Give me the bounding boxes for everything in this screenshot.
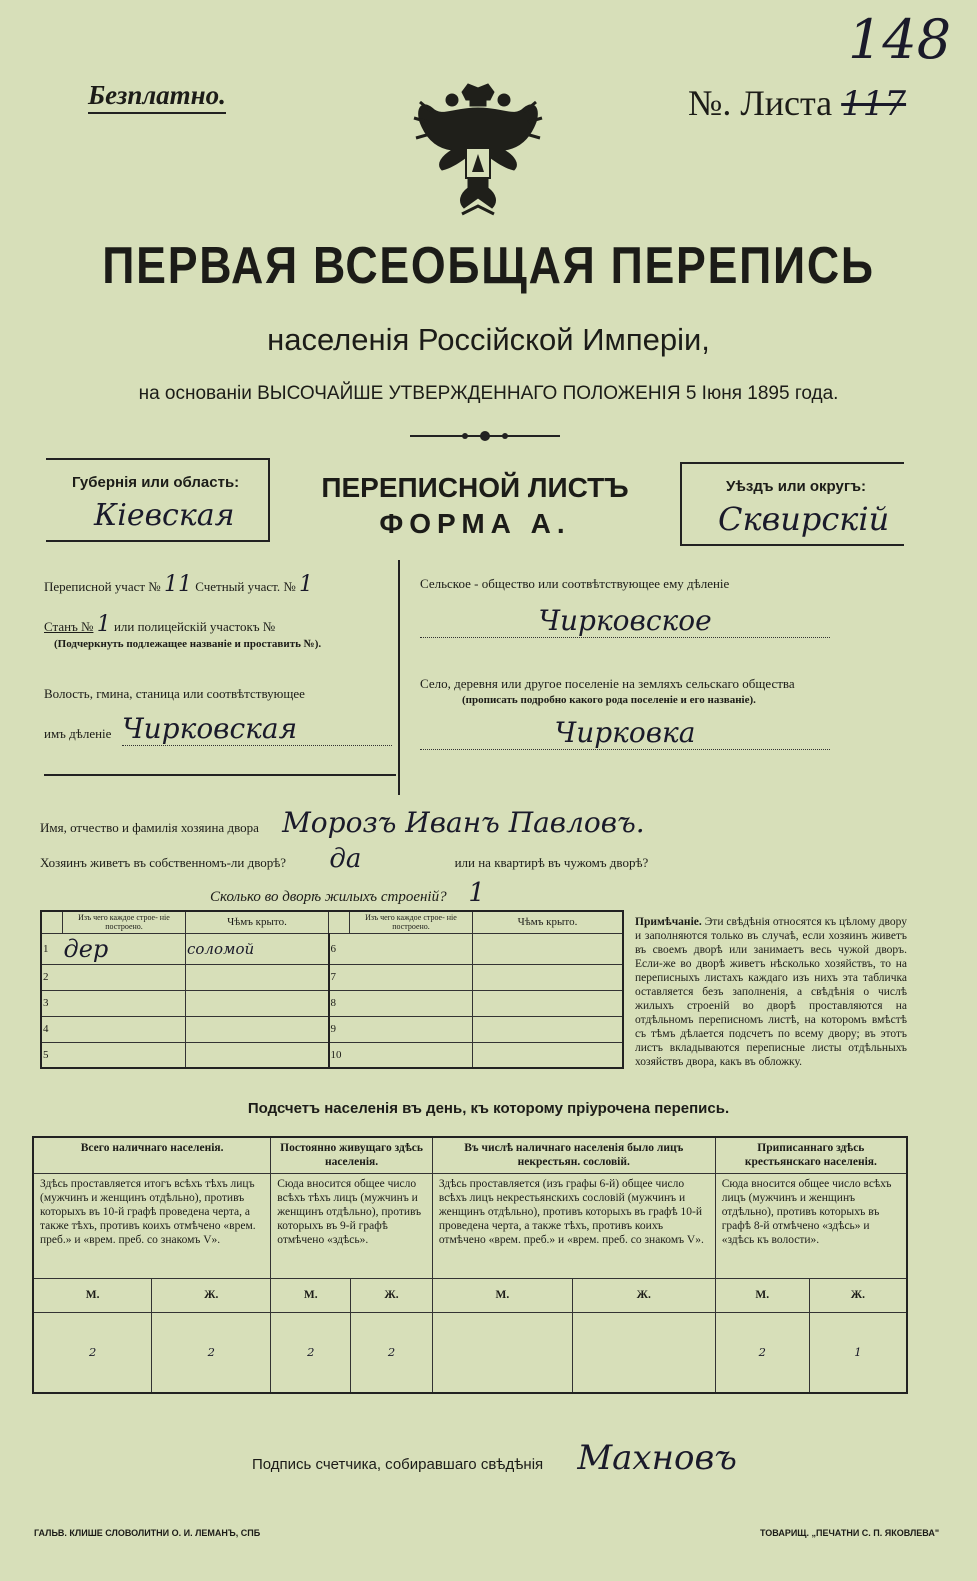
col-roof-header-2: Чѣмъ крыто.: [473, 911, 624, 933]
society-label: Сельское - общество или соотвѣтствующее ему дѣленіе: [420, 576, 730, 591]
census-section-label: Переписной участ №: [44, 579, 161, 594]
female-header: Ж.: [572, 1278, 715, 1312]
female-header: Ж.: [152, 1278, 271, 1312]
row-number: 2: [43, 971, 49, 983]
roof-cell: соломой: [186, 933, 329, 964]
form-title-line1: ПЕРЕПИСНОЙ ЛИСТЪ: [321, 472, 629, 503]
buildings-table: [40, 910, 624, 1069]
row-number: 8: [330, 997, 336, 1009]
table-row: [41, 1016, 623, 1042]
stan-label: Станъ №: [44, 619, 94, 634]
footer-right: ТОВАРИЩ. „ПЕЧАТНИ С. П. ЯКОВЛЕВА": [760, 1528, 940, 1538]
summary-header-peasant: Приписаннаго здѣсь крестьянскаго населенія.: [715, 1137, 907, 1173]
material-cell: [63, 964, 186, 990]
summary-desc-total: Здѣсь проставляется итогъ всѣхъ тѣхъ лицъ (мужчинъ и женщинъ отдѣльно), противъ которыхъ въ 10-й графѣ проведена черта, а также тѣхъ, противъ коихъ отмѣчено «врем. преб.» и «врем. преб. со знакомъ V».: [33, 1173, 271, 1278]
row-number: 1: [43, 942, 49, 955]
stan-row: [44, 612, 392, 637]
village-value: Чирковка: [420, 716, 830, 750]
form-title-line2: ФОРМА А.: [379, 508, 571, 539]
location-divider: [398, 560, 400, 795]
free-label: Безплатно.: [88, 80, 226, 114]
male-header: М.: [33, 1278, 152, 1312]
ornament-divider-icon: [410, 430, 560, 442]
roof-cell: [186, 1042, 329, 1068]
sheet-number-label: №. Листа: [688, 83, 833, 123]
stan-value: 1: [96, 612, 111, 637]
census-section-row: [44, 572, 392, 597]
summary-header-total: Всего наличнаго населенія.: [33, 1137, 271, 1173]
row-number: 7: [330, 971, 336, 983]
material-cell: дер: [63, 933, 186, 964]
summary-desc-permanent: Сюда вносится общее число всѣхъ тѣхъ лицъ (мужчинъ и женщинъ отдѣльно), противъ которыхъ въ 9-й графѣ отмѣчено «здѣсь».: [271, 1173, 433, 1278]
material-cell: [350, 1016, 473, 1042]
summary-desc-peasant: Сюда вносится общее число всѣхъ лицъ (мужчинъ и женщинъ отдѣльно), противъ которыхъ въ графѣ 8-й отмѣчено «здѣсь» и «здѣсь къ волости».: [715, 1173, 907, 1278]
nonpeasant-male-value: [432, 1312, 572, 1393]
decree-line: на основаніи ВЫСОЧАЙШЕ УТВЕРЖДЕННАГО ПОЛОЖЕНІЯ 5 Іюня 1895 года.: [138, 383, 839, 404]
material-cell: [350, 990, 473, 1016]
male-header: М.: [271, 1278, 351, 1312]
signature-row: [252, 1438, 737, 1478]
imperial-eagle-icon: [412, 78, 544, 224]
buildings-label: Сколько во дворѣ жилыхъ строеній?: [210, 889, 447, 905]
gubernia-label: Губернія или область:: [72, 474, 240, 491]
census-section-value: 11: [163, 572, 192, 597]
volost-value: Чирковская: [122, 712, 392, 746]
material-cell: [350, 964, 473, 990]
summary-title: Подсчетъ населенія въ день, къ которому пріурочена перепись.: [247, 1100, 730, 1117]
rent-label: или на квартирѣ въ чужомъ дворѣ?: [454, 855, 649, 870]
male-header: М.: [432, 1278, 572, 1312]
sheet-number-value: 117: [841, 84, 907, 124]
gubernia-value: Кіевская: [94, 498, 235, 533]
sheet-number: [688, 82, 906, 124]
row-number: 5: [43, 1048, 49, 1061]
own-yard-label: Хозяинъ живетъ въ собственномъ-ли дворѣ?: [40, 855, 287, 870]
archive-number: 148: [848, 8, 952, 71]
uezd-label: Уѣздъ или округъ:: [726, 478, 867, 495]
volost-label: Волость, гмина, станица или соотвѣтствующее: [44, 686, 305, 701]
owner-row: [40, 806, 910, 839]
note-text: Эти свѣдѣнія относятся къ цѣлому двору и заполняются только въ случаѣ, если хозяинъ живетъ въ своемъ дворѣ или занимаетъ весь чужой дворъ. Если-же во дворѣ живетъ нѣсколько хозяйствъ, то на переписныхъ листахъ каждаго изъ нихъ эта табличка оставляется безъ заполненія, а свѣдѣнія о числѣ жилыхъ строеній во дворѣ проставляются на отдѣльномъ переписномъ листѣ, на которомъ вмѣстѣ съ тѣмъ дѣлается подсчетъ по всему двору; въ этотъ листъ вкладываются переписные листы отдѣльныхъ хозяйствъ двора, какъ въ обложку.: [635, 916, 907, 1068]
own-yard-row: [40, 844, 910, 874]
note-block: [635, 915, 907, 1069]
roof-cell: [473, 990, 624, 1016]
row-number: 4: [43, 1023, 49, 1035]
police-label: или полицейскій участокъ №: [113, 619, 276, 634]
location-left-rule: [44, 774, 396, 776]
total-male-value: 2: [33, 1312, 152, 1393]
row-number: 6: [330, 942, 336, 955]
table-row: [41, 1042, 623, 1068]
note-heading: Примѣчаніе.: [635, 916, 702, 928]
permanent-male-value: 2: [271, 1312, 351, 1393]
summary-table: [32, 1136, 908, 1394]
table-row: [41, 933, 623, 964]
society-value: Чирковское: [420, 604, 830, 638]
summary-header-permanent: Постоянно живущаго здѣсь населенія.: [271, 1137, 433, 1173]
material-cell: [350, 1042, 473, 1068]
permanent-female-value: 2: [351, 1312, 433, 1393]
peasant-female-value: 1: [809, 1312, 907, 1393]
owner-value: Морозъ Иванъ Павловъ.: [282, 806, 645, 839]
buildings-row: [210, 878, 485, 908]
uezd-value: Сквирскій: [718, 500, 890, 538]
table-row: [41, 964, 623, 990]
volost-label2: имъ дѣленіе: [44, 726, 112, 741]
peasant-male-value: 2: [715, 1312, 809, 1393]
roof-cell: [473, 1016, 624, 1042]
owner-label: Имя, отчество и фамилія хозяина двора: [40, 820, 259, 835]
village-label: Село, деревня или другое поселеніе на земляхъ сельскаго общества: [420, 676, 795, 691]
gubernia-box: [46, 458, 270, 542]
village-note: (прописать подробно какого рода поселеніе и его названіе).: [462, 694, 756, 706]
buildings-value: 1: [468, 878, 485, 908]
material-cell: [63, 1016, 186, 1042]
roof-cell: [473, 964, 624, 990]
male-header: М.: [715, 1278, 809, 1312]
own-yard-value: да: [329, 844, 362, 874]
roof-cell: [186, 1016, 329, 1042]
nonpeasant-female-value: [572, 1312, 715, 1393]
form-title: [280, 470, 670, 542]
row-number: 3: [43, 997, 49, 1009]
stan-note: (Подчеркнуть подлежащее названіе и проставить №).: [54, 638, 322, 650]
material-cell: [63, 990, 186, 1016]
counting-section-label: Счетный участ. №: [195, 579, 296, 594]
row-number: 10: [330, 1048, 342, 1061]
total-female-value: 2: [152, 1312, 271, 1393]
roof-cell: [186, 990, 329, 1016]
uezd-box: [680, 462, 904, 546]
page-subtitle: населенія Россійской Имперіи,: [267, 322, 710, 357]
female-header: Ж.: [351, 1278, 433, 1312]
signature-value: Махновъ: [577, 1438, 737, 1478]
signature-label: Подпись счетчика, собиравшаго свѣдѣнія: [252, 1456, 544, 1473]
roof-cell: [473, 933, 624, 964]
page-title: ПЕРВАЯ ВСЕОБЩАЯ ПЕРЕПИСЬ: [102, 237, 875, 295]
col-material-header-2: Изъ чего каждое строе- ніе построено.: [350, 911, 473, 933]
material-cell: [350, 933, 473, 964]
female-header: Ж.: [809, 1278, 907, 1312]
footer-left: ГАЛЬВ. КЛИШЕ СЛОВОЛИТНИ О. И. ЛЕМАНЪ, СПБ: [34, 1528, 261, 1538]
counting-section-value: 1: [299, 572, 314, 597]
row-number: 9: [330, 1023, 336, 1035]
roof-cell: [186, 964, 329, 990]
summary-desc-nonpeasant: Здѣсь проставляется (изъ графы 6-й) общее число всѣхъ лицъ некрестьянскихъ сословій (мужчинъ и женщинъ отдѣльно), противъ которыхъ въ графѣ 10-й проведена черта, а также тѣхъ, противъ коихъ отмѣчено «врем. преб.» и «врем. преб. со знакомъ V».: [432, 1173, 715, 1278]
table-row: [41, 990, 623, 1016]
material-cell: [63, 1042, 186, 1068]
summary-header-nonpeasant: Въ числѣ наличнаго населенія было лицъ некрестьян. сословій.: [432, 1137, 715, 1173]
col-material-header: Изъ чего каждое строе- ніе построено.: [63, 911, 186, 933]
col-roof-header: Чѣмъ крыто.: [186, 911, 329, 933]
roof-cell: [473, 1042, 624, 1068]
